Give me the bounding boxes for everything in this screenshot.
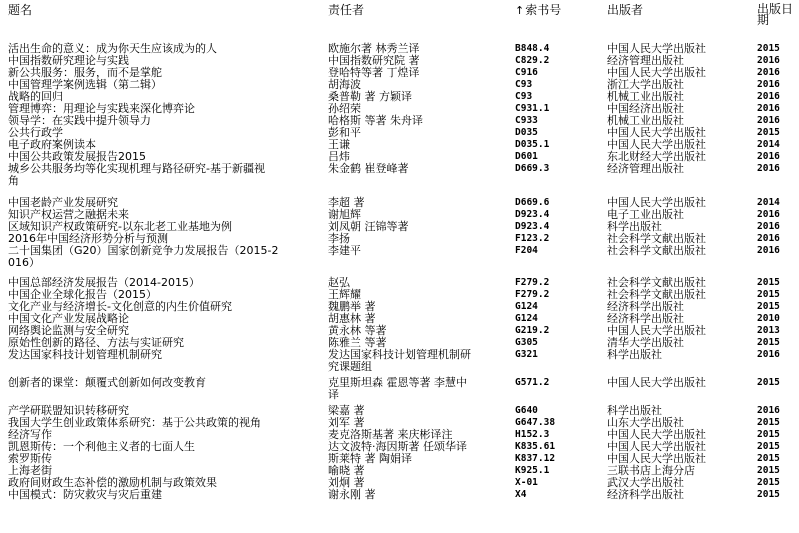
year-cell: 2015 — [757, 489, 780, 500]
title-cell: 新公共服务：服务，而不是掌舵 — [8, 66, 162, 79]
title-cell: 领导学：在实践中提升领导力 — [8, 114, 151, 127]
title-cell: 中国企业全球化报告（2015） — [8, 288, 157, 301]
publisher-cell: 机械工业出版社 — [607, 114, 684, 127]
publisher-cell: 中国人民大学出版社 — [607, 376, 706, 389]
author-cell: 吕炜 — [328, 150, 350, 163]
title-cell: 角 — [8, 174, 19, 187]
title-cell: 二十国集团（G20）国家创新竞争力发展报告（2015-2 — [8, 244, 279, 257]
year-cell: 2015 — [757, 417, 780, 428]
call-number-cell: G219.2 — [515, 325, 550, 336]
title-cell: 战略的回归 — [8, 90, 63, 103]
author-cell: 魏鹏举 著 — [328, 300, 376, 313]
author-cell: 桑普勒 著 方颖译 — [328, 90, 412, 103]
year-cell: 2016 — [757, 221, 780, 232]
call-number-cell: K837.12 — [515, 453, 556, 464]
title-cell: 城乡公共服务均等化实现机理与路径研究-基于新疆视 — [8, 162, 265, 175]
table-row[interactable] — [0, 389, 799, 401]
author-cell: 朱金鹤 崔登峰著 — [328, 162, 409, 175]
year-cell: 2015 — [757, 127, 780, 138]
call-number-cell: C829.2 — [515, 55, 550, 66]
title-cell: 产学研联盟知识转移研究 — [8, 404, 129, 417]
call-number-cell: D035.1 — [515, 139, 550, 150]
call-number-cell: F279.2 — [515, 289, 550, 300]
call-number-cell: X-01 — [515, 477, 538, 488]
year-cell: 2016 — [757, 91, 780, 102]
title-cell: 中国模式：防灾救灾与灾后重建 — [8, 488, 162, 501]
call-number-cell: F123.2 — [515, 233, 550, 244]
call-number-cell: C931.1 — [515, 103, 550, 114]
author-cell: 梁嘉 著 — [328, 404, 365, 417]
call-number-cell: G321 — [515, 349, 538, 360]
header-publisher[interactable]: 出版者 — [607, 3, 644, 17]
author-cell: 胡惠林 著 — [328, 312, 376, 325]
author-cell: 李建平 — [328, 244, 361, 257]
title-cell: 016） — [8, 256, 40, 269]
title-cell: 中国文化产业发展战略论 — [8, 312, 129, 325]
author-cell: 斯莱特 著 陶娟译 — [328, 452, 412, 465]
author-cell: 哈格斯 等著 朱舟译 — [328, 114, 423, 127]
year-cell: 2016 — [757, 103, 780, 114]
publisher-cell: 中国人民大学出版社 — [607, 324, 706, 337]
year-cell: 2015 — [757, 477, 780, 488]
call-number-cell: F204 — [515, 245, 538, 256]
author-cell: 究课题组 — [328, 360, 372, 373]
call-number-cell: D923.4 — [515, 209, 550, 220]
publisher-cell: 三联书店上海分店 — [607, 464, 695, 477]
year-cell: 2016 — [757, 55, 780, 66]
title-cell: 我国大学生创业政策体系研究：基于公共政策的视角 — [8, 416, 261, 429]
title-cell: 凯恩斯传：一个利他主义者的七面人生 — [8, 440, 195, 453]
call-number-cell: G647.38 — [515, 417, 556, 428]
call-number-cell: K835.61 — [515, 441, 556, 452]
header-year-line1: 出版日 — [757, 2, 794, 16]
publisher-cell: 社会科学文献出版社 — [607, 244, 706, 257]
title-cell: 中国老龄产业发展研究 — [8, 196, 118, 209]
publisher-cell: 中国人民大学出版社 — [607, 42, 706, 55]
call-number-cell: D669.6 — [515, 197, 550, 208]
publisher-cell: 机械工业出版社 — [607, 90, 684, 103]
call-number-cell: G640 — [515, 405, 538, 416]
title-cell: 发达国家科技计划管理机制研究 — [8, 348, 162, 361]
publisher-cell: 浙江大学出版社 — [607, 78, 684, 91]
header-call-number[interactable] — [515, 4, 561, 17]
publisher-cell: 社会科学文献出版社 — [607, 232, 706, 245]
title-cell: 网络舆论监测与安全研究 — [8, 324, 129, 337]
table-row[interactable] — [0, 361, 799, 373]
author-cell: 克里斯坦森 霍恩等著 李慧中 — [328, 376, 467, 389]
call-number-cell: C93 — [515, 79, 533, 90]
year-cell: 2010 — [757, 313, 780, 324]
year-cell: 2014 — [757, 139, 780, 150]
title-cell: 2016年中国经济形势分析与预测 — [8, 232, 168, 245]
title-cell: 中国公共政策发展报告2015 — [8, 150, 146, 163]
title-cell: 管理博弈：用理论与实践来深化博弈论 — [8, 102, 195, 115]
title-cell: 经济写作 — [8, 428, 52, 441]
header-year-line2: 期 — [757, 13, 770, 27]
title-cell: 上海老街 — [8, 464, 52, 477]
title-cell: 活出生命的意义：成为你天生应该成为的人 — [8, 42, 217, 55]
call-number-cell: C933 — [515, 115, 538, 126]
year-cell: 2015 — [757, 465, 780, 476]
table-row[interactable] — [0, 163, 799, 175]
title-cell: 创新者的课堂：颠覆式创新如何改变教育 — [8, 376, 206, 389]
call-number-cell: D035 — [515, 127, 538, 138]
header-call-number-label: 索书号 — [525, 3, 562, 17]
table-row[interactable] — [0, 349, 799, 361]
call-number-cell: D923.4 — [515, 221, 550, 232]
author-cell: 孙绍荣 — [328, 102, 361, 115]
year-cell: 2016 — [757, 163, 780, 174]
author-cell: 李超 著 — [328, 196, 365, 209]
publisher-cell: 经济科学出版社 — [607, 300, 684, 313]
call-number-cell: F279.2 — [515, 277, 550, 288]
author-cell: 达文波特·海因斯著 任颂华译 — [328, 440, 467, 453]
call-number-cell: B848.4 — [515, 43, 550, 54]
year-cell: 2015 — [757, 337, 780, 348]
author-cell: 胡海波 — [328, 78, 361, 91]
year-cell: 2016 — [757, 209, 780, 220]
table-row[interactable] — [0, 377, 799, 389]
publisher-cell: 东北财经大学出版社 — [607, 150, 706, 163]
title-cell: 区域知识产权政策研究-以东北老工业基地为例 — [8, 220, 232, 233]
table-row[interactable] — [0, 175, 799, 187]
call-number-cell: G124 — [515, 301, 538, 312]
author-cell: 刘军 著 — [328, 416, 365, 429]
year-cell: 2015 — [757, 43, 780, 54]
title-cell: 中国指数研究理论与实践 — [8, 54, 129, 67]
publisher-cell: 科学出版社 — [607, 348, 662, 361]
call-number-cell: C916 — [515, 67, 538, 78]
publisher-cell: 科学出版社 — [607, 220, 662, 233]
header-year[interactable] — [757, 4, 793, 26]
publisher-cell: 中国人民大学出版社 — [607, 452, 706, 465]
author-cell: 陈雅兰 等著 — [328, 336, 387, 349]
author-cell: 喻晓 著 — [328, 464, 365, 477]
call-number-cell: C93 — [515, 91, 533, 102]
author-cell: 赵弘 — [328, 276, 350, 289]
call-number-cell: D601 — [515, 151, 538, 162]
year-cell: 2015 — [757, 289, 780, 300]
publisher-cell: 武汉大学出版社 — [607, 476, 684, 489]
publisher-cell: 中国人民大学出版社 — [607, 126, 706, 139]
author-cell: 王辉耀 — [328, 288, 361, 301]
year-cell: 2015 — [757, 377, 780, 388]
title-cell: 中国总部经济发展报告（2014-2015） — [8, 276, 200, 289]
title-cell: 电子政府案例读本 — [8, 138, 96, 151]
author-cell: 彭和平 — [328, 126, 361, 139]
publisher-cell: 中国人民大学出版社 — [607, 138, 706, 151]
publisher-cell: 清华大学出版社 — [607, 336, 684, 349]
year-cell: 2016 — [757, 349, 780, 360]
title-cell: 文化产业与经济增长-文化创意的内生价值研究 — [8, 300, 232, 313]
call-number-cell: G571.2 — [515, 377, 550, 388]
publisher-cell: 中国人民大学出版社 — [607, 196, 706, 209]
title-cell: 原始性创新的路径、方法与实证研究 — [8, 336, 184, 349]
author-cell: 刘凤朝 汪锦等著 — [328, 220, 409, 233]
author-cell: 谢旭辉 — [328, 208, 361, 221]
title-cell: 索罗斯传 — [8, 452, 52, 465]
title-cell: 中国管理学案例选辑（第二辑） — [8, 78, 162, 91]
publisher-cell: 中国人民大学出版社 — [607, 440, 706, 453]
publisher-cell: 中国人民大学出版社 — [607, 428, 706, 441]
call-number-cell: X4 — [515, 489, 527, 500]
year-cell: 2016 — [757, 67, 780, 78]
publisher-cell: 山东大学出版社 — [607, 416, 684, 429]
year-cell: 2016 — [757, 405, 780, 416]
header-author[interactable]: 责任者 — [328, 3, 365, 17]
call-number-cell: G305 — [515, 337, 538, 348]
author-cell: 登哈特等著 丁煌译 — [328, 66, 420, 79]
year-cell: 2015 — [757, 277, 780, 288]
year-cell: 2016 — [757, 79, 780, 90]
year-cell: 2015 — [757, 429, 780, 440]
publisher-cell: 社会科学文献出版社 — [607, 276, 706, 289]
author-cell: 中国指数研究院 著 — [328, 54, 420, 67]
publisher-cell: 中国人民大学出版社 — [607, 66, 706, 79]
publisher-cell: 经济管理出版社 — [607, 162, 684, 175]
author-cell: 刘炯 著 — [328, 476, 365, 489]
call-number-cell: D669.3 — [515, 163, 550, 174]
year-cell: 2015 — [757, 453, 780, 464]
header-title[interactable]: 题名 — [8, 3, 33, 17]
author-cell: 发达国家科技计划管理机制研 — [328, 348, 471, 361]
table-header — [0, 0, 799, 36]
year-cell: 2015 — [757, 441, 780, 452]
publisher-cell: 经济科学出版社 — [607, 312, 684, 325]
title-cell: 政府间财政生态补偿的激励机制与政策效果 — [8, 476, 217, 489]
table-row[interactable] — [0, 257, 799, 269]
title-cell: 公共行政学 — [8, 126, 63, 139]
table-row[interactable] — [0, 245, 799, 257]
author-cell: 译 — [328, 388, 339, 401]
author-cell: 黄永林 等著 — [328, 324, 387, 337]
call-number-cell: K925.1 — [515, 465, 550, 476]
author-cell: 李扬 — [328, 232, 350, 245]
publisher-cell: 经济管理出版社 — [607, 54, 684, 67]
year-cell: 2015 — [757, 301, 780, 312]
publisher-cell: 电子工业出版社 — [607, 208, 684, 221]
author-cell: 麦克洛斯基著 来庆彬译注 — [328, 428, 453, 441]
year-cell: 2016 — [757, 151, 780, 162]
publisher-cell: 社会科学文献出版社 — [607, 288, 706, 301]
year-cell: 2016 — [757, 245, 780, 256]
title-cell: 知识产权运营之融据未来 — [8, 208, 129, 221]
table-row[interactable] — [0, 489, 799, 501]
year-cell: 2013 — [757, 325, 780, 336]
year-cell: 2016 — [757, 115, 780, 126]
author-cell: 王谦 — [328, 138, 350, 151]
year-cell: 2016 — [757, 233, 780, 244]
call-number-cell: H152.3 — [515, 429, 550, 440]
author-cell: 欧施尔著 林秀兰译 — [328, 42, 420, 55]
publisher-cell: 经济科学出版社 — [607, 488, 684, 501]
publisher-cell: 科学出版社 — [607, 404, 662, 417]
sort-ascending-icon: ↑ — [515, 4, 525, 17]
publisher-cell: 中国经济出版社 — [607, 102, 684, 115]
call-number-cell: G124 — [515, 313, 538, 324]
author-cell: 谢永刚 著 — [328, 488, 376, 501]
year-cell: 2014 — [757, 197, 780, 208]
